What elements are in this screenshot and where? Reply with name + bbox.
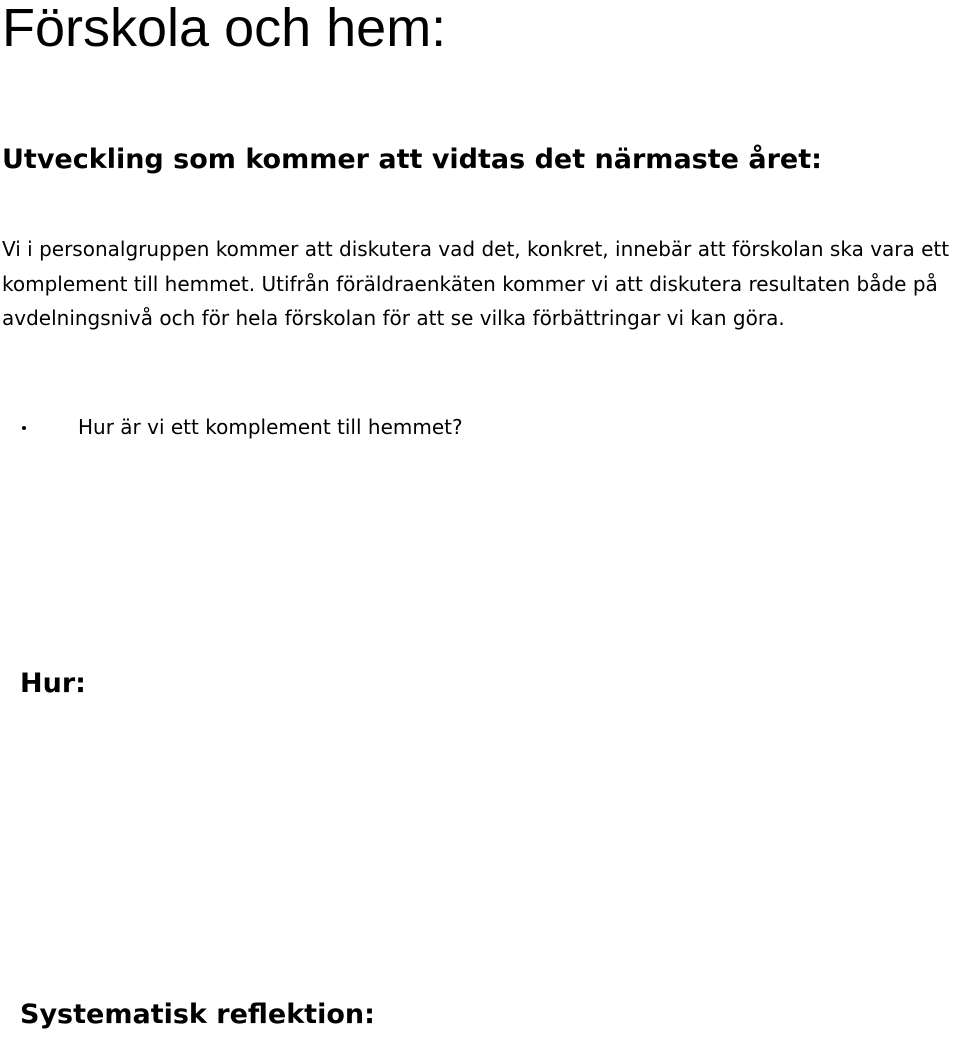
section-heading-development: Utveckling som kommer att vidtas det närmaste året:	[2, 144, 822, 175]
page-title: Förskola och hem:	[2, 0, 447, 58]
bullet-item-text: Hur är vi ett komplement till hemmet?	[78, 415, 463, 439]
bullet-item	[0, 410, 463, 444]
reflection-heading: Systematisk reflektion:	[20, 999, 375, 1030]
body-paragraph: Vi i personalgruppen kommer att diskutera vad det, konkret, innebär att förskolan ska vara ett komplement till hemmet. Utifrån föräldraenkäten kommer vi att diskutera resultaten både på avdelningsnivå och för hela förskolan för att se vilka förbättringar vi kan göra.	[2, 237, 950, 330]
how-heading: Hur:	[20, 668, 86, 699]
bullet-dot-icon	[22, 426, 26, 430]
bullet-list	[0, 410, 463, 444]
